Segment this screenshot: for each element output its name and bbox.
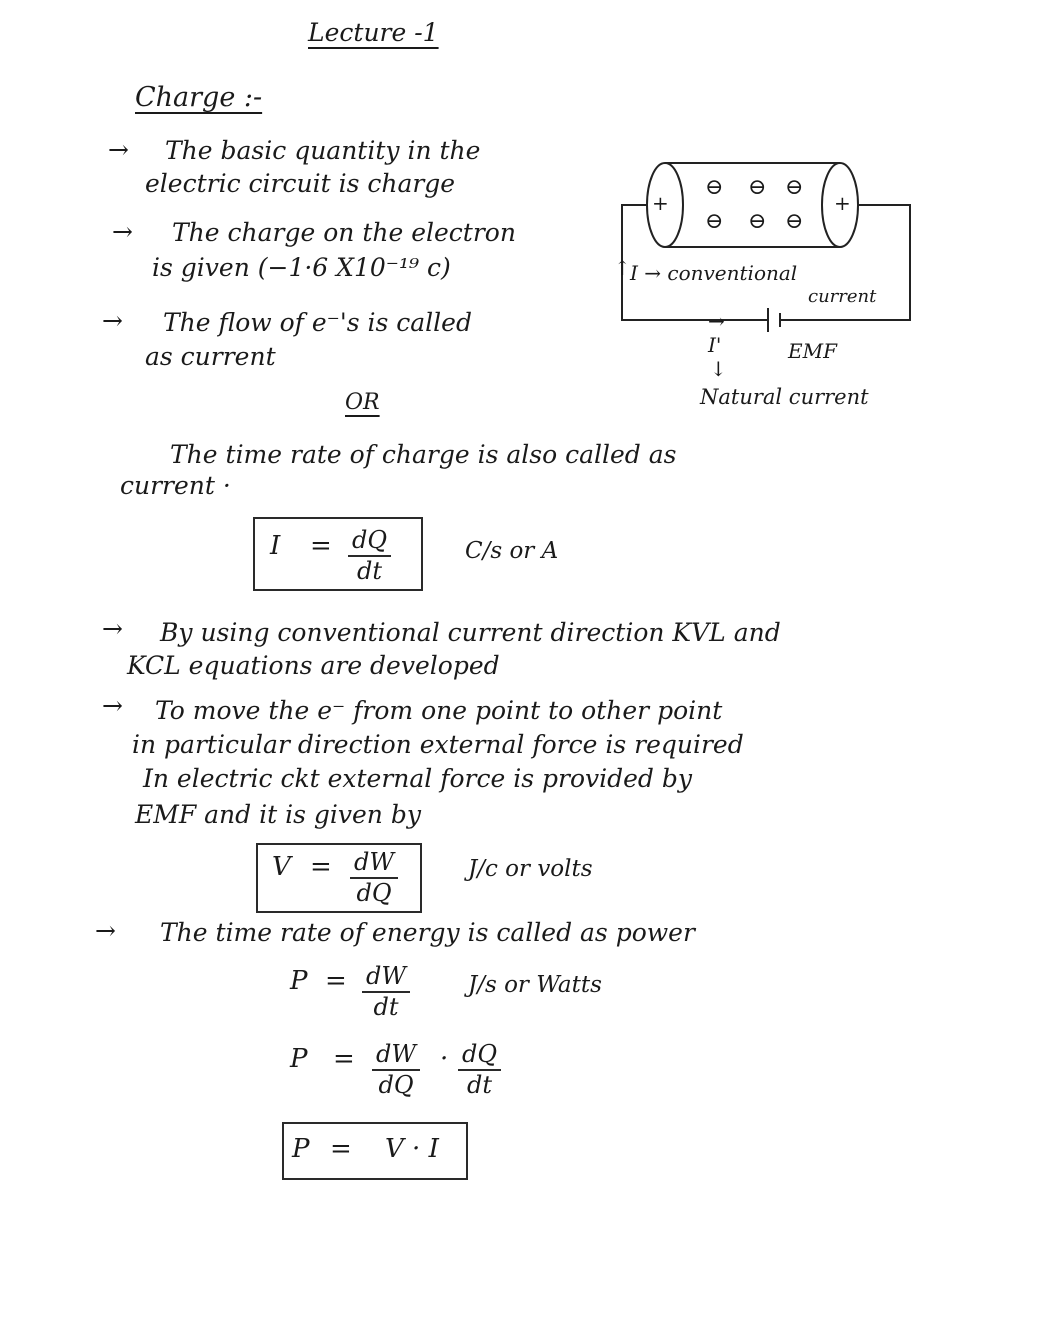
power2-lhs: P bbox=[290, 1044, 308, 1074]
electron-symbol: ⊖ bbox=[705, 175, 724, 200]
power1-unit: J/s or Watts bbox=[468, 972, 602, 998]
bullet-5-line-2: in particular direction external force is required bbox=[132, 730, 744, 759]
section-heading-charge: Charge :- bbox=[135, 82, 263, 113]
current-numerator: dQ bbox=[348, 528, 391, 557]
power1-denominator: dt bbox=[373, 993, 399, 1022]
bullet-4-line-2: KCL equations are developed bbox=[127, 651, 500, 680]
page-title: Lecture -1 bbox=[308, 18, 439, 47]
natural-current-label: Natural current bbox=[700, 385, 869, 409]
power2-dot: · bbox=[440, 1044, 449, 1074]
power3-rhs: V · I bbox=[385, 1134, 439, 1164]
right-plus-sign: + bbox=[834, 191, 851, 215]
power3-lhs: P bbox=[292, 1134, 310, 1164]
rate-line-2: current · bbox=[120, 471, 231, 500]
bullet-arrow-1: → bbox=[108, 135, 129, 164]
power2-numerator-2: dQ bbox=[458, 1042, 501, 1071]
voltage-unit: J/c or volts bbox=[468, 856, 593, 882]
rate-line-1: The time rate of charge is also called as bbox=[170, 440, 677, 469]
bullet-6-line-1: The time rate of energy is called as power bbox=[160, 918, 695, 947]
power2-equals: = bbox=[333, 1044, 355, 1074]
up-arrow-icon: ↑ bbox=[614, 256, 631, 280]
bullet-arrow-6: → bbox=[95, 916, 116, 945]
bullet-1-line-1: The basic quantity in the bbox=[165, 136, 481, 165]
current-lhs: I bbox=[270, 531, 281, 561]
voltage-lhs: V bbox=[272, 852, 291, 882]
power2-fraction-1 bbox=[372, 1042, 420, 1098]
voltage-numerator: dW bbox=[350, 850, 398, 879]
conventional-current-label-2: current bbox=[808, 286, 877, 307]
conductor-circuit-diagram bbox=[600, 160, 930, 420]
conventional-current-label: I → conventional bbox=[630, 261, 798, 285]
current-unit: C/s or A bbox=[465, 538, 559, 564]
voltage-equals: = bbox=[310, 852, 332, 882]
bullet-arrow-2: → bbox=[112, 217, 133, 246]
voltage-fraction bbox=[350, 850, 398, 906]
electron-symbol: ⊖ bbox=[705, 209, 724, 234]
bullet-arrow-3: → bbox=[102, 306, 123, 335]
bullet-arrow-5: → bbox=[102, 691, 123, 720]
power2-fraction-2 bbox=[458, 1042, 501, 1098]
bullet-2-line-1: The charge on the electron bbox=[172, 218, 516, 247]
bullet-3-line-2: as current bbox=[145, 342, 276, 371]
bullet-5-line-3: In electric ckt external force is provided by bbox=[143, 764, 692, 793]
bullet-4-line-1: By using conventional current direction KVL and bbox=[160, 618, 781, 647]
left-plus-sign: + bbox=[652, 191, 669, 215]
current-denominator: dt bbox=[357, 557, 383, 586]
bullet-arrow-4: → bbox=[102, 614, 123, 643]
power2-numerator-1: dW bbox=[372, 1042, 420, 1071]
power2-denominator-2: dt bbox=[467, 1071, 493, 1100]
emf-label: EMF bbox=[788, 339, 837, 363]
or-divider: OR bbox=[345, 390, 380, 415]
electron-symbol: ⊖ bbox=[748, 175, 767, 200]
electron-symbol: ⊖ bbox=[785, 209, 804, 234]
electron-symbol: ⊖ bbox=[785, 175, 804, 200]
current-equals: = bbox=[310, 531, 332, 561]
bullet-1-line-2: electric circuit is charge bbox=[145, 169, 456, 198]
power3-equals: = bbox=[330, 1134, 352, 1164]
natural-current-symbol: I' bbox=[708, 333, 722, 357]
right-arrow-icon: → bbox=[708, 309, 725, 333]
power1-lhs: P bbox=[290, 966, 308, 996]
voltage-denominator: dQ bbox=[356, 879, 392, 908]
bullet-5-line-4: EMF and it is given by bbox=[135, 800, 421, 829]
bullet-5-line-1: To move the e⁻ from one point to other point bbox=[155, 696, 723, 725]
current-fraction bbox=[348, 528, 391, 584]
electron-symbol: ⊖ bbox=[748, 209, 767, 234]
bullet-3-line-1: The flow of e⁻'s is called bbox=[163, 308, 472, 337]
power1-fraction bbox=[362, 964, 410, 1020]
power1-numerator: dW bbox=[362, 964, 410, 993]
bullet-2-line-2: is given (−1·6 X10⁻¹⁹ c) bbox=[152, 253, 451, 282]
down-arrow-icon: ↓ bbox=[710, 357, 727, 381]
power1-equals: = bbox=[325, 966, 347, 996]
power2-denominator-1: dQ bbox=[378, 1071, 414, 1100]
